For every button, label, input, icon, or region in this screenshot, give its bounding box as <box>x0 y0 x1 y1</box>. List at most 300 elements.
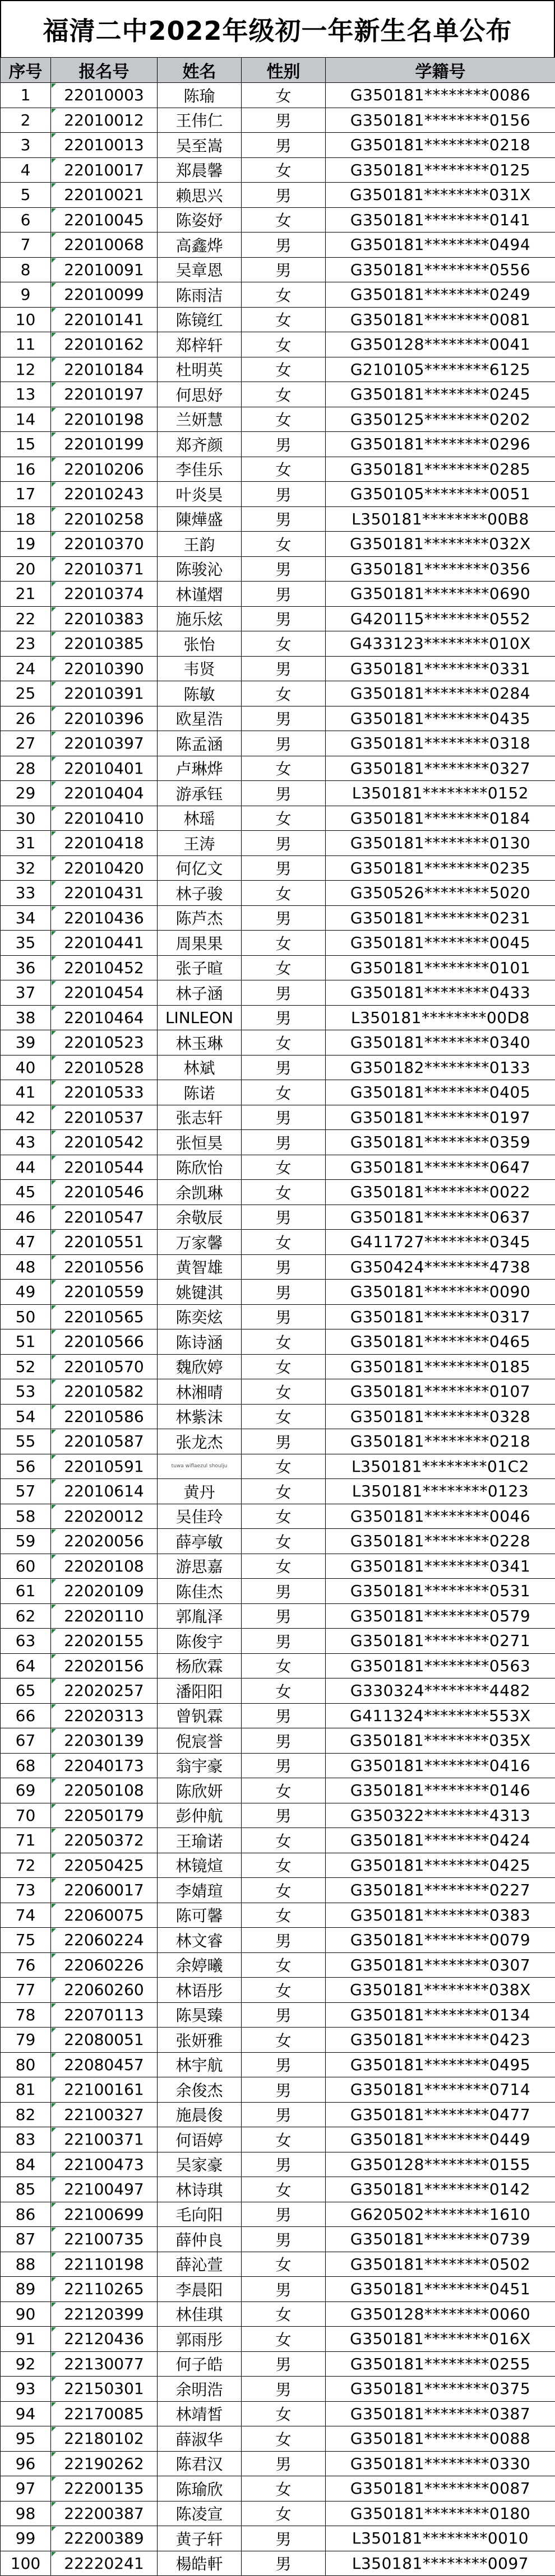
table-row <box>1 1828 555 1853</box>
cell-student-code: G330324********4482 <box>326 1678 555 1704</box>
cell-seq: 20 <box>1 556 51 582</box>
cell-reg-no: 22010410 <box>51 806 158 831</box>
cell-reg-no: 22010420 <box>51 855 158 881</box>
cell-name: 林子涵 <box>158 980 242 1006</box>
table-row <box>1 1753 555 1778</box>
cell-student-code: G350181********0245 <box>326 382 555 407</box>
table-row <box>1 257 555 282</box>
cell-gender: 男 <box>242 1703 326 1728</box>
table-row <box>1 183 555 208</box>
cell-gender: 男 <box>242 257 326 282</box>
cell-student-code: G350181********0433 <box>326 980 555 1006</box>
cell-gender: 男 <box>242 606 326 631</box>
cell-student-code: G350322********4313 <box>326 1803 555 1828</box>
cell-student-code: G350181********0130 <box>326 831 555 856</box>
cell-name: LINLEON <box>158 1005 242 1030</box>
cell-seq: 90 <box>1 2301 51 2327</box>
cell-seq: 10 <box>1 307 51 332</box>
cell-gender: 女 <box>242 955 326 980</box>
cell-student-code: G350181********0317 <box>326 1304 555 1329</box>
cell-student-code: G350181********0502 <box>326 2252 555 2277</box>
table-row <box>1 1504 555 1529</box>
cell-gender: 男 <box>242 2351 326 2377</box>
cell-seq: 8 <box>1 257 51 282</box>
cell-reg-no: 22010418 <box>51 831 158 856</box>
table-row <box>1 1155 555 1180</box>
cell-name: 韦贤 <box>158 656 242 681</box>
cell-student-code: G350181********0341 <box>326 1554 555 1579</box>
cell-reg-no: 22010566 <box>51 1329 158 1355</box>
cell-reg-no: 22010556 <box>51 1254 158 1280</box>
cell-student-code: G350128********0041 <box>326 332 555 357</box>
cell-gender: 男 <box>242 506 326 532</box>
cell-student-code: G350181********0156 <box>326 108 555 133</box>
table-row <box>1 2227 555 2252</box>
cell-seq: 42 <box>1 1105 51 1130</box>
cell-gender: 女 <box>242 2127 326 2152</box>
cell-reg-no: 22010537 <box>51 1105 158 1130</box>
cell-name: 陈瑜欣 <box>158 2476 242 2501</box>
cell-gender: 女 <box>242 1230 326 1255</box>
cell-name: 毛向阳 <box>158 2202 242 2227</box>
cell-student-code: G433123********010X <box>326 631 555 657</box>
cell-reg-no: 22010390 <box>51 656 158 681</box>
cell-reg-no: 22010197 <box>51 382 158 407</box>
table-row <box>1 731 555 756</box>
table-row <box>1 2551 555 2576</box>
cell-reg-no: 22010091 <box>51 257 158 282</box>
cell-seq: 68 <box>1 1753 51 1778</box>
table-row <box>1 2152 555 2177</box>
table-row <box>1 656 555 681</box>
cell-name: 林湘晴 <box>158 1379 242 1405</box>
table-row <box>1 233 555 258</box>
cell-student-code: G350181********0451 <box>326 2277 555 2302</box>
cell-seq: 96 <box>1 2451 51 2476</box>
cell-gender: 男 <box>242 1429 326 1454</box>
table-row <box>1 1005 555 1030</box>
cell-seq: 75 <box>1 1928 51 1953</box>
cell-seq: 86 <box>1 2202 51 2227</box>
cell-student-code: G350181********0563 <box>326 1653 555 1678</box>
cell-reg-no: 22070113 <box>51 2002 158 2028</box>
cell-seq: 84 <box>1 2152 51 2177</box>
cell-name: 余明浩 <box>158 2377 242 2402</box>
cell-student-code: G350181********0184 <box>326 806 555 831</box>
cell-gender: 女 <box>242 207 326 233</box>
table-row <box>1 1254 555 1280</box>
cell-name: 李婧瑄 <box>158 1878 242 1903</box>
cell-gender: 女 <box>242 307 326 332</box>
cell-student-code: G350181********0449 <box>326 2127 555 2152</box>
cell-name: 王涛 <box>158 831 242 856</box>
cell-seq: 4 <box>1 157 51 183</box>
cell-gender: 女 <box>242 1180 326 1205</box>
cell-name: 何亿文 <box>158 855 242 881</box>
cell-seq: 19 <box>1 532 51 557</box>
table-row <box>1 855 555 881</box>
cell-seq: 36 <box>1 955 51 980</box>
cell-name: 翁宇豪 <box>158 1753 242 1778</box>
cell-student-code: G350181********0328 <box>326 1404 555 1429</box>
cell-name: 万家馨 <box>158 1230 242 1255</box>
cell-student-code: L350181********0152 <box>326 781 555 806</box>
cell-student-code: G350181********038X <box>326 1978 555 2003</box>
table-row <box>1 1329 555 1355</box>
cell-student-code: G350181********0579 <box>326 1603 555 1629</box>
cell-gender: 女 <box>242 157 326 183</box>
cell-reg-no: 22010544 <box>51 1155 158 1180</box>
cell-seq: 6 <box>1 207 51 233</box>
cell-seq: 45 <box>1 1180 51 1205</box>
table-row <box>1 2028 555 2053</box>
cell-seq: 71 <box>1 1828 51 1853</box>
cell-seq: 28 <box>1 756 51 781</box>
table-row <box>1 556 555 582</box>
cell-name: 林佳琪 <box>158 2301 242 2327</box>
cell-student-code: G350181********0494 <box>326 233 555 258</box>
cell-gender: 男 <box>242 108 326 133</box>
table-row <box>1 2526 555 2551</box>
cell-reg-no: 22010542 <box>51 1130 158 1155</box>
table-row <box>1 1280 555 1305</box>
cell-seq: 15 <box>1 432 51 457</box>
cell-gender: 男 <box>242 2227 326 2252</box>
cell-name: 陈君汉 <box>158 2451 242 2476</box>
cell-name: 何思妤 <box>158 382 242 407</box>
cell-seq: 46 <box>1 1205 51 1230</box>
cell-student-code: G350181********0739 <box>326 2227 555 2252</box>
cell-name: 王瑜诺 <box>158 1828 242 1853</box>
cell-reg-no: 22010551 <box>51 1230 158 1255</box>
cell-name: 郑晨馨 <box>158 157 242 183</box>
cell-seq: 31 <box>1 831 51 856</box>
cell-student-code: G350181********0079 <box>326 1928 555 1953</box>
cell-name: 楊皓軒 <box>158 2551 242 2576</box>
cell-student-code: G350181********0416 <box>326 1753 555 1778</box>
cell-reg-no: 22050179 <box>51 1803 158 1828</box>
cell-seq: 16 <box>1 457 51 482</box>
cell-seq: 12 <box>1 357 51 382</box>
cell-seq: 11 <box>1 332 51 357</box>
cell-gender: 男 <box>242 1130 326 1155</box>
cell-reg-no: 22010258 <box>51 506 158 532</box>
table-header-row <box>1 58 555 83</box>
table-row <box>1 1703 555 1728</box>
table-body <box>1 83 555 2576</box>
cell-name: 陈芦杰 <box>158 905 242 931</box>
cell-student-code: G350181********0231 <box>326 905 555 931</box>
cell-reg-no: 22010565 <box>51 1304 158 1329</box>
cell-student-code: G350181********0637 <box>326 1205 555 1230</box>
cell-seq: 14 <box>1 407 51 432</box>
cell-gender: 女 <box>242 2476 326 2501</box>
cell-seq: 17 <box>1 482 51 507</box>
cell-reg-no: 22050108 <box>51 1778 158 1803</box>
cell-student-code: G350181********0045 <box>326 931 555 956</box>
cell-reg-no: 22010243 <box>51 482 158 507</box>
cell-reg-no: 22100161 <box>51 2077 158 2103</box>
cell-gender: 男 <box>242 2052 326 2077</box>
cell-gender: 男 <box>242 582 326 607</box>
cell-gender: 女 <box>242 457 326 482</box>
table-row <box>1 307 555 332</box>
cell-name: 姚键淇 <box>158 1280 242 1305</box>
cell-name: 林诗琪 <box>158 2177 242 2202</box>
cell-gender: 男 <box>242 1205 326 1230</box>
cell-seq: 66 <box>1 1703 51 1728</box>
cell-gender: 男 <box>242 482 326 507</box>
cell-gender: 女 <box>242 806 326 831</box>
cell-student-code: G350181********0197 <box>326 1105 555 1130</box>
cell-name: 陈昊臻 <box>158 2002 242 2028</box>
table-row <box>1 1429 555 1454</box>
cell-student-code: L350181********00B8 <box>326 506 555 532</box>
cell-seq: 24 <box>1 656 51 681</box>
cell-gender: 男 <box>242 1603 326 1629</box>
cell-student-code: G350181********035X <box>326 1728 555 1754</box>
cell-student-code: G350181********0556 <box>326 257 555 282</box>
cell-gender: 男 <box>242 905 326 931</box>
cell-student-code: G350181********0307 <box>326 1952 555 1978</box>
table-row <box>1 1728 555 1754</box>
cell-reg-no: 22010206 <box>51 457 158 482</box>
cell-name: 张子暄 <box>158 955 242 980</box>
cell-seq: 23 <box>1 631 51 657</box>
cell-reg-no: 22010396 <box>51 706 158 731</box>
cell-reg-no: 22130077 <box>51 2351 158 2377</box>
cell-name: 施晨俊 <box>158 2102 242 2127</box>
cell-reg-no: 22020155 <box>51 1629 158 1654</box>
cell-gender: 男 <box>242 2377 326 2402</box>
cell-reg-no: 22010199 <box>51 432 158 457</box>
cell-seq: 79 <box>1 2028 51 2053</box>
cell-gender: 女 <box>242 332 326 357</box>
cell-seq: 83 <box>1 2127 51 2152</box>
table-row <box>1 157 555 183</box>
cell-seq: 76 <box>1 1952 51 1978</box>
cell-student-code: G350182********0133 <box>326 1055 555 1080</box>
cell-name: 薛亭敏 <box>158 1529 242 1554</box>
cell-name: 陈欣怡 <box>158 1155 242 1180</box>
table-row <box>1 108 555 133</box>
cell-seq: 85 <box>1 2177 51 2202</box>
cell-seq: 97 <box>1 2476 51 2501</box>
cell-reg-no: 22020156 <box>51 1653 158 1678</box>
cell-student-code: G350181********0081 <box>326 307 555 332</box>
cell-gender: 男 <box>242 1304 326 1329</box>
cell-student-code: G350181********0435 <box>326 706 555 731</box>
cell-gender: 女 <box>242 2327 326 2352</box>
cell-student-code: G350526********5020 <box>326 881 555 906</box>
cell-gender: 男 <box>242 831 326 856</box>
cell-student-code: G350181********0218 <box>326 133 555 158</box>
cell-name: 薛仲良 <box>158 2227 242 2252</box>
table-row <box>1 83 555 108</box>
cell-seq: 37 <box>1 980 51 1006</box>
cell-gender: 男 <box>242 556 326 582</box>
cell-name: 陈镜红 <box>158 307 242 332</box>
cell-reg-no: 22010045 <box>51 207 158 233</box>
cell-reg-no: 22010012 <box>51 108 158 133</box>
cell-seq: 60 <box>1 1554 51 1579</box>
cell-gender: 女 <box>242 1828 326 1853</box>
cell-seq: 82 <box>1 2102 51 2127</box>
cell-seq: 54 <box>1 1404 51 1429</box>
cell-seq: 92 <box>1 2351 51 2377</box>
cell-name: 施乐炫 <box>158 606 242 631</box>
cell-name: 林瑶 <box>158 806 242 831</box>
cell-student-code: G350181********0424 <box>326 1828 555 1853</box>
cell-name: 潘阳阳 <box>158 1678 242 1704</box>
cell-reg-no: 22060017 <box>51 1878 158 1903</box>
cell-name: 张恒昊 <box>158 1130 242 1155</box>
cell-name: 张志轩 <box>158 1105 242 1130</box>
cell-student-code: G350128********0155 <box>326 2152 555 2177</box>
cell-seq: 30 <box>1 806 51 831</box>
cell-reg-no: 22020056 <box>51 1529 158 1554</box>
cell-name: 张妍雅 <box>158 2028 242 2053</box>
cell-student-code: G350181********0185 <box>326 1354 555 1379</box>
cell-seq: 81 <box>1 2077 51 2103</box>
table-row <box>1 1130 555 1155</box>
table-row <box>1 905 555 931</box>
cell-name: 陈奕炫 <box>158 1304 242 1329</box>
table-row <box>1 2426 555 2452</box>
cell-student-code: G350181********0227 <box>326 1878 555 1903</box>
cell-reg-no: 22220241 <box>51 2551 158 2576</box>
cell-gender: 女 <box>242 1479 326 1504</box>
cell-gender: 男 <box>242 2526 326 2551</box>
table-row <box>1 133 555 158</box>
table-row <box>1 2102 555 2127</box>
cell-student-code: G350181********0090 <box>326 1280 555 1305</box>
table-row <box>1 2002 555 2028</box>
cell-name: 薛淑华 <box>158 2426 242 2452</box>
cell-seq: 27 <box>1 731 51 756</box>
cell-gender: 女 <box>242 881 326 906</box>
header-seq: 序号 <box>1 58 51 83</box>
cell-reg-no: 22010370 <box>51 532 158 557</box>
cell-student-code: G350181********0331 <box>326 656 555 681</box>
cell-student-code: G350181********0218 <box>326 1429 555 1454</box>
table-row <box>1 1180 555 1205</box>
cell-reg-no: 22010162 <box>51 332 158 357</box>
cell-seq: 69 <box>1 1778 51 1803</box>
cell-student-code: L350181********0097 <box>326 2551 555 2576</box>
cell-reg-no: 22020108 <box>51 1554 158 1579</box>
table-row <box>1 781 555 806</box>
cell-name: 曾钒霖 <box>158 1703 242 1728</box>
cell-name: 游思嘉 <box>158 1554 242 1579</box>
cell-seq: 22 <box>1 606 51 631</box>
cell-student-code: G350181********0318 <box>326 731 555 756</box>
cell-seq: 64 <box>1 1653 51 1678</box>
cell-seq: 74 <box>1 1903 51 1928</box>
cell-gender: 男 <box>242 2202 326 2227</box>
cell-reg-no: 22200135 <box>51 2476 158 2501</box>
table-row <box>1 1928 555 1953</box>
cell-gender: 女 <box>242 1978 326 2003</box>
cell-student-code: L350181********0123 <box>326 1479 555 1504</box>
cell-seq: 47 <box>1 1230 51 1255</box>
cell-student-code: G210105********6125 <box>326 357 555 382</box>
cell-gender: 女 <box>242 1030 326 1055</box>
cell-name: 张怡 <box>158 631 242 657</box>
cell-reg-no: 22010441 <box>51 931 158 956</box>
cell-name: 高鑫烨 <box>158 233 242 258</box>
cell-gender: 女 <box>242 931 326 956</box>
cell-student-code: G350181********031X <box>326 183 555 208</box>
cell-name: 陈凌宣 <box>158 2501 242 2526</box>
cell-gender: 女 <box>242 2501 326 2526</box>
cell-reg-no: 22010371 <box>51 556 158 582</box>
cell-reg-no: 22120436 <box>51 2327 158 2352</box>
table-row <box>1 582 555 607</box>
table-row <box>1 357 555 382</box>
cell-reg-no: 22100473 <box>51 2152 158 2177</box>
cell-gender: 女 <box>242 2177 326 2202</box>
table-row <box>1 2277 555 2302</box>
cell-student-code: G350181********0383 <box>326 1903 555 1928</box>
cell-seq: 49 <box>1 1280 51 1305</box>
cell-seq: 73 <box>1 1878 51 1903</box>
cell-seq: 56 <box>1 1454 51 1479</box>
cell-name: 何语婷 <box>158 2127 242 2152</box>
table-row <box>1 1978 555 2003</box>
cell-seq: 33 <box>1 881 51 906</box>
cell-reg-no: 22010582 <box>51 1379 158 1405</box>
cell-reg-no: 22010591 <box>51 1454 158 1479</box>
cell-seq: 98 <box>1 2501 51 2526</box>
table-row <box>1 407 555 432</box>
table-row <box>1 1603 555 1629</box>
table-row <box>1 1629 555 1654</box>
table-row <box>1 1952 555 1978</box>
cell-seq: 44 <box>1 1155 51 1180</box>
cell-student-code: G411324********553X <box>326 1703 555 1728</box>
cell-name: 林靖皙 <box>158 2401 242 2426</box>
cell-seq: 2 <box>1 108 51 133</box>
table-row <box>1 1803 555 1828</box>
cell-name: 彭仲航 <box>158 1803 242 1828</box>
cell-name: 赖思兴 <box>158 183 242 208</box>
cell-student-code: G350181********0327 <box>326 756 555 781</box>
cell-seq: 1 <box>1 83 51 108</box>
cell-name: 吴至嵩 <box>158 133 242 158</box>
cell-reg-no: 22100327 <box>51 2102 158 2127</box>
cell-name: 陈瑜 <box>158 83 242 108</box>
cell-seq: 39 <box>1 1030 51 1055</box>
cell-student-code: G350181********0375 <box>326 2377 555 2402</box>
cell-seq: 3 <box>1 133 51 158</box>
cell-student-code: G350181********0086 <box>326 83 555 108</box>
cell-gender: 女 <box>242 1404 326 1429</box>
cell-student-code: G350181********0405 <box>326 1080 555 1105</box>
cell-reg-no: 22050372 <box>51 1828 158 1853</box>
cell-gender: 男 <box>242 855 326 881</box>
cell-seq: 99 <box>1 2526 51 2551</box>
cell-reg-no: 22100735 <box>51 2227 158 2252</box>
cell-seq: 13 <box>1 382 51 407</box>
cell-name: 陈雨洁 <box>158 282 242 308</box>
cell-name: 余婷曦 <box>158 1952 242 1978</box>
cell-reg-no: 22040173 <box>51 1753 158 1778</box>
cell-gender: 女 <box>242 1504 326 1529</box>
cell-seq: 48 <box>1 1254 51 1280</box>
cell-student-code: G350125********0202 <box>326 407 555 432</box>
cell-reg-no: 22180102 <box>51 2426 158 2452</box>
